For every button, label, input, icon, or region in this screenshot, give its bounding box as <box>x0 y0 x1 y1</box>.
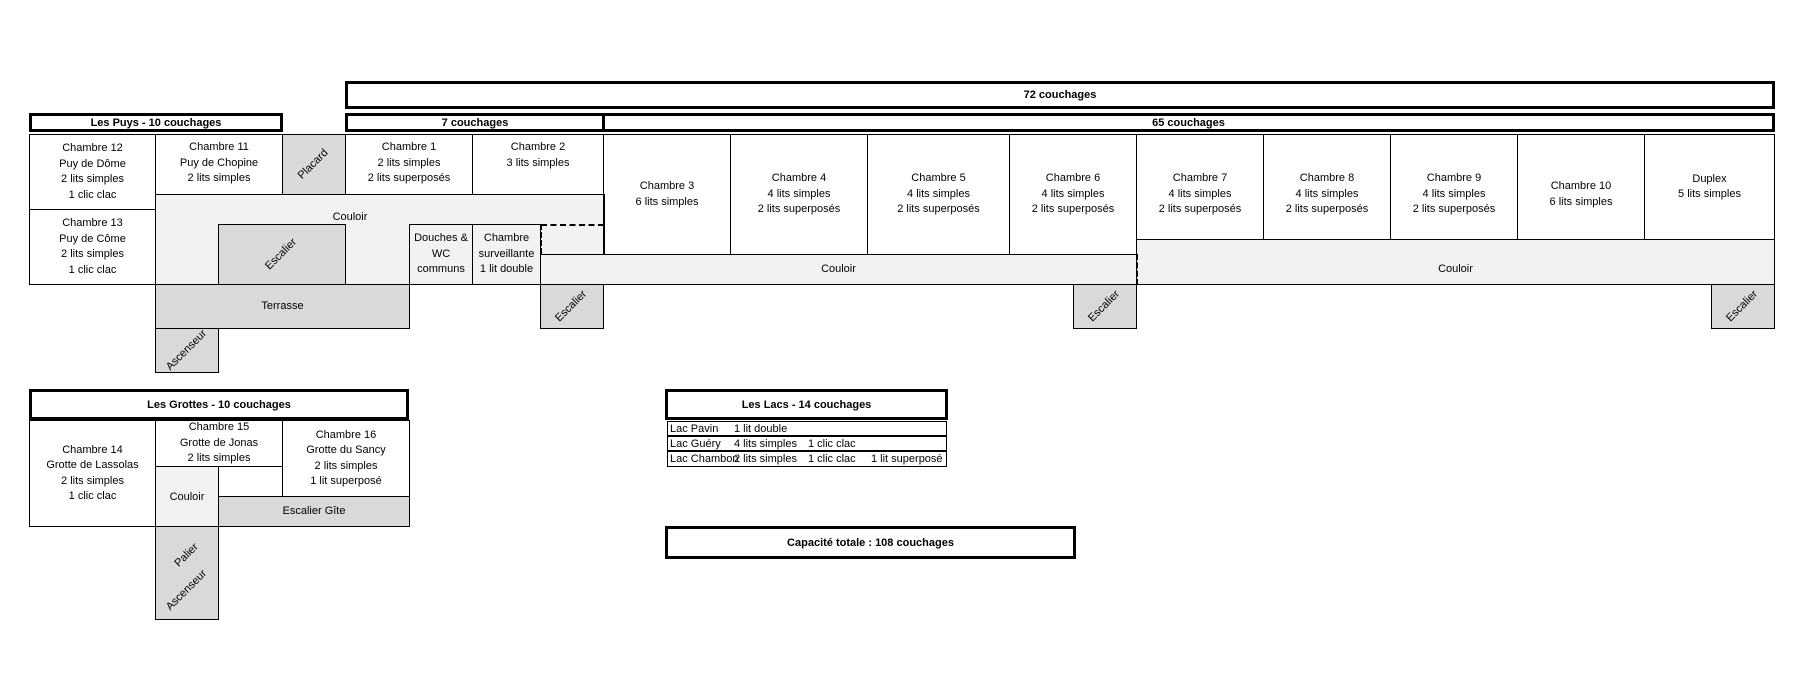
room-chambre-13 <box>29 209 156 285</box>
dashed-wall <box>540 224 542 254</box>
lac-beds: 1 lit superposé <box>871 453 943 465</box>
couloir-1 <box>540 254 1137 285</box>
room-chambre-4 <box>730 134 868 255</box>
room-beds: 4 lits simples <box>1295 187 1359 200</box>
escalier-3 <box>1711 284 1775 329</box>
room-name: Chambre 5 <box>911 172 966 185</box>
room-subtitle: Grotte du Sancy <box>306 444 386 456</box>
dashed-wall <box>541 224 604 226</box>
room-chambre-9 <box>1390 134 1518 255</box>
room-beds: 1 clic clac <box>68 263 117 276</box>
room-chambre-15 <box>155 420 283 467</box>
room-chambre-3 <box>603 134 731 255</box>
room-chambre-6 <box>1009 134 1137 255</box>
room-chambre-12 <box>29 134 156 210</box>
couloir-label: Couloir <box>332 211 368 223</box>
room-name: surveillante <box>478 247 535 260</box>
escalier-label: Escalier <box>553 287 590 325</box>
room-name: Chambre 9 <box>1426 172 1482 185</box>
room-beds: 2 lits superposés <box>1158 203 1242 216</box>
palier-ascenseur <box>155 526 219 620</box>
dashed-wall <box>1136 254 1138 285</box>
room-beds: 6 lits simples <box>1549 195 1613 208</box>
lac-beds: 1 clic clac <box>808 453 856 465</box>
douches-line: WC <box>431 247 451 260</box>
ascenseur-label: Ascenseur <box>163 567 210 613</box>
couloir-grottes <box>155 466 219 527</box>
escalier-label: Escalier <box>263 235 300 273</box>
room-beds: 4 lits simples <box>1168 187 1232 200</box>
room-beds: 1 clic clac <box>68 188 117 201</box>
room-beds: 1 lit superposé <box>310 475 382 487</box>
room-name: Chambre 12 <box>62 142 123 154</box>
douches-line: Douches & <box>414 232 468 245</box>
escalier-gite <box>218 496 410 527</box>
lac-name: Lac Chambon <box>670 453 739 465</box>
room-beds: 2 lits simples <box>61 474 124 487</box>
room-name: Chambre 3 <box>639 180 695 192</box>
room-beds: 2 lits simples <box>187 172 251 184</box>
room-beds: 2 lits superposés <box>1412 203 1496 216</box>
room-name: Chambre <box>483 232 530 245</box>
escalier-label: Escalier <box>1086 287 1123 325</box>
lac-beds: 1 lit double <box>734 423 788 435</box>
room-chambre-2 <box>472 134 604 195</box>
room-name: Chambre 4 <box>771 172 827 185</box>
room-beds: 3 lits simples <box>506 156 570 169</box>
header-les-grottes: Les Grottes - 10 couchages <box>29 389 409 420</box>
room-chambre-8 <box>1263 134 1391 255</box>
escalier-puys <box>218 224 346 285</box>
room-beds: 1 lit double <box>479 263 534 276</box>
terrasse <box>155 284 410 329</box>
room-beds: 2 lits superposés <box>1285 203 1369 216</box>
total-capacity: Capacité totale : 108 couchages <box>665 526 1076 559</box>
room-beds: 2 lits superposés <box>757 203 841 216</box>
couloir-label: Couloir <box>169 491 205 503</box>
douches-wc <box>409 224 473 285</box>
room-beds: 1 clic clac <box>68 490 117 502</box>
room-subtitle: Puy de Dôme <box>59 157 126 170</box>
lac-beds: 1 clic clac <box>808 438 856 450</box>
room-beds: 4 lits simples <box>1041 187 1105 200</box>
room-chambre-16 <box>282 420 410 497</box>
placard-label: Placard <box>296 146 331 182</box>
room-beds: 2 lits simples <box>314 459 378 472</box>
room-beds: 5 lits simples <box>1678 188 1741 200</box>
room-chambre-surveillante <box>472 224 541 285</box>
room-subtitle: Grotte de Jonas <box>179 436 259 449</box>
room-beds: 6 lits simples <box>635 195 699 208</box>
room-beds: 2 lits superposés <box>897 203 980 216</box>
room-beds: 2 lits simples <box>187 452 251 465</box>
room-beds: 4 lits simples <box>767 187 831 200</box>
header-7-couchages: 7 couchages <box>345 113 605 132</box>
room-name: Chambre 11 <box>189 141 249 153</box>
escalier-label: Escalier <box>1724 287 1761 325</box>
room-beds: 4 lits simples <box>1422 187 1486 200</box>
couloir-label: Couloir <box>1438 262 1473 275</box>
room-name: Chambre 2 <box>510 141 566 153</box>
room-beds: 4 lits simples <box>907 187 970 200</box>
lac-beds: 2 lits simples <box>734 453 797 465</box>
header-les-puys: Les Puys - 10 couchages <box>29 113 283 132</box>
room-name: Chambre 15 <box>188 421 250 434</box>
room-name: Chambre 7 <box>1172 172 1228 185</box>
room-name: Chambre 14 <box>62 443 123 456</box>
header-72-couchages: 72 couchages <box>345 81 1775 109</box>
room-subtitle: Puy de Chopine <box>179 156 259 169</box>
ascenseur-puys <box>155 328 219 373</box>
palier-label: Palier <box>172 540 201 569</box>
header-65-couchages: 65 couchages <box>602 113 1775 132</box>
room-name: Chambre 8 <box>1299 172 1355 185</box>
room-beds: 2 lits superposés <box>1031 203 1115 216</box>
room-chambre-11 <box>155 134 283 195</box>
douches-line: communs <box>417 263 465 276</box>
header-les-lacs: Les Lacs - 14 couchages <box>665 389 948 420</box>
escalier-1 <box>540 284 604 329</box>
lac-name: Lac Pavin <box>670 423 719 435</box>
room-name: Chambre 13 <box>62 217 123 229</box>
room-beds: 2 lits simples <box>377 156 441 169</box>
placard <box>282 134 346 195</box>
room-beds: 2 lits simples <box>61 248 124 260</box>
escalier-2 <box>1073 284 1137 329</box>
room-duplex <box>1644 134 1775 240</box>
room-beds: 2 lits superposés <box>367 172 451 184</box>
lac-name: Lac Guéry <box>670 438 721 450</box>
room-name: Chambre 6 <box>1045 172 1101 185</box>
room-chambre-7 <box>1136 134 1264 255</box>
couloir-2 <box>1136 239 1775 285</box>
room-name: Chambre 16 <box>315 428 377 441</box>
terrasse-label: Terrasse <box>261 299 304 312</box>
room-subtitle: Puy de Côme <box>59 232 126 245</box>
room-chambre-1 <box>345 134 473 195</box>
room-chambre-5 <box>867 134 1010 255</box>
room-name: Chambre 10 <box>1550 180 1612 192</box>
room-name: Chambre 1 <box>381 141 437 153</box>
ascenseur-label: Ascenseur <box>163 327 210 373</box>
room-beds: 2 lits simples <box>61 173 124 185</box>
room-name: Duplex <box>1692 172 1727 185</box>
escalier-gite-label: Escalier Gîte <box>282 504 346 517</box>
room-subtitle: Grotte de Lassolas <box>46 459 139 471</box>
lac-beds: 4 lits simples <box>734 438 797 450</box>
room-chambre-10 <box>1517 134 1645 255</box>
room-chambre-14 <box>29 420 156 527</box>
couloir-label: Couloir <box>821 262 856 275</box>
